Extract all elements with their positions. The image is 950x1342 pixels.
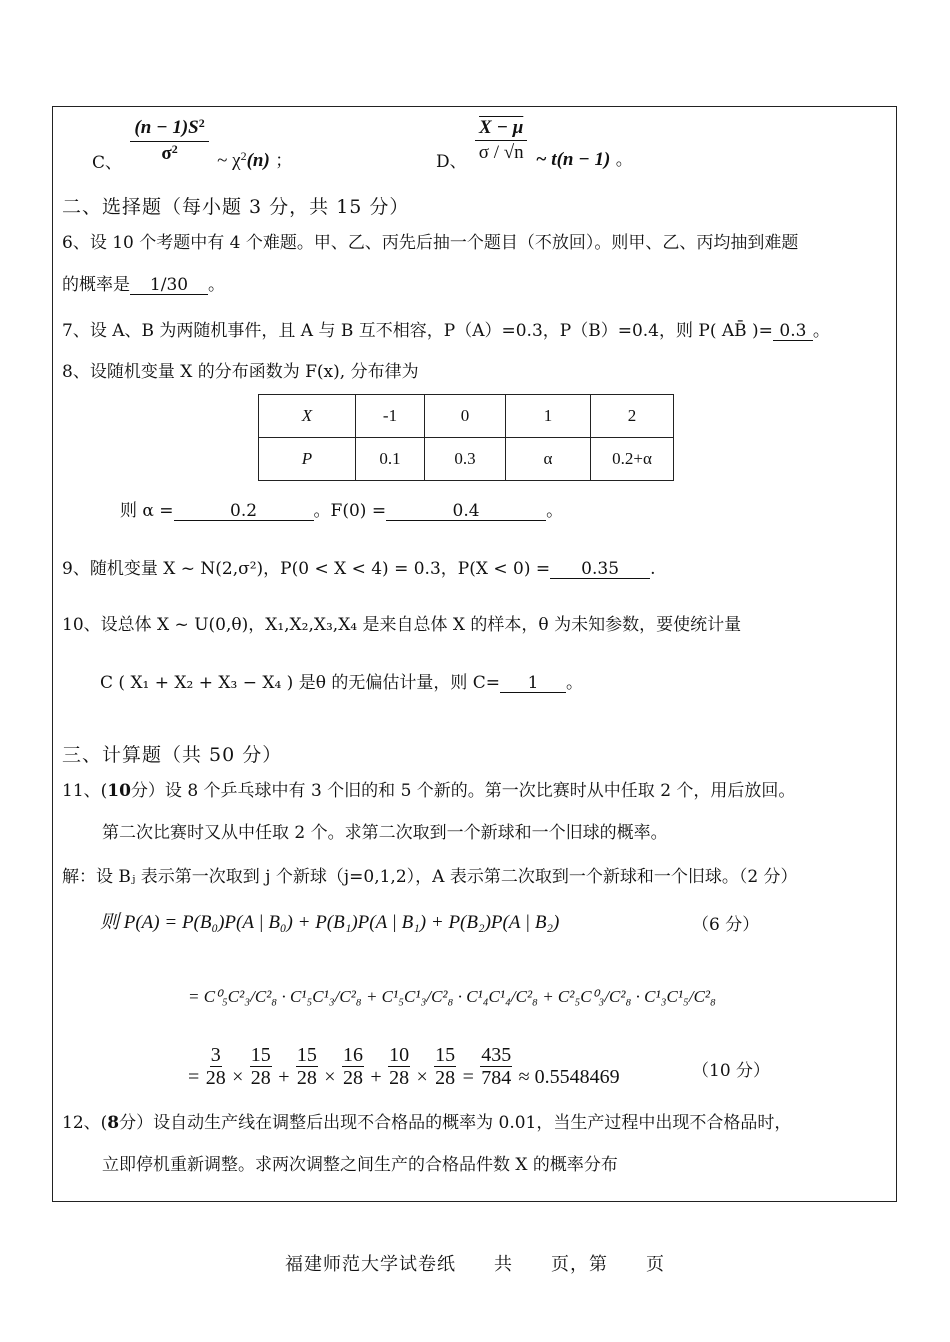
solution-line2: 则 P(A) = P(B₀)P(A | B₀) + P(B₁)P(A | B₁) + P(B₂)P(A | B₂) xyxy=(100,912,560,933)
section2-heading: 二、选择题（每小题 3 分，共 15 分） xyxy=(62,196,410,218)
table-cell: 2 xyxy=(591,395,674,438)
table-cell: 0.2+α xyxy=(591,438,674,481)
q11-line2: 第二次比赛时又从中任取 2 个。求第二次取到一个新球和一个旧球的概率。 xyxy=(102,823,668,843)
solution-line2-score: （6 分） xyxy=(692,915,760,935)
q6-line1: 6、设 10 个考题中有 4 个难题。甲、乙、丙先后抽一个题目（不放回）。则甲、乙、丙均抽到难题 xyxy=(62,233,799,253)
q11-line1: 11、(10分）设 8 个乒乓球中有 3 个旧的和 5 个新的。第一次比赛时从中任取 2 个，用后放回。 xyxy=(62,781,796,801)
distribution-table xyxy=(258,394,674,481)
table-cell: 0.3 xyxy=(425,438,506,481)
exam-frame xyxy=(52,106,897,1202)
solution-line3: = C⁰₅C²₃/C²₈ · C¹₅C¹₃/C²₈ + C¹₅C¹₃/C²₈ · C¹₄C¹₄/C²₈ + C²₅C⁰₃/C²₈ · C¹₃C¹₅/C²₈ xyxy=(188,987,716,1006)
table-cell: 1 xyxy=(506,395,591,438)
table-cell: P xyxy=(259,438,356,481)
table-cell: -1 xyxy=(356,395,425,438)
table-row xyxy=(259,438,674,481)
table-row xyxy=(259,395,674,438)
fraction: $\frac{435}{784}$ xyxy=(481,1044,512,1089)
fraction: $\frac{3}{28}$ xyxy=(205,1044,226,1089)
q10-line2: C ( X₁ + X₂ + X₃ − X₄ ) 是θ 的无偏估计量，则 C= 1 。 xyxy=(100,673,584,693)
fraction: $\frac{16}{28}$ xyxy=(342,1044,363,1089)
section3-heading: 三、计算题（共 50 分） xyxy=(62,744,283,766)
table-cell: 0 xyxy=(425,395,506,438)
q12-line2: 立即停机重新调整。求两次调整之间生产的合格品件数 X 的概率分布 xyxy=(102,1155,618,1175)
q7: 7、设 A、B 为两随机事件，且 A 与 B 互不相容，P（A）=0.3，P（B）=0.4，则 P( AB̄ )= 0.3 。 xyxy=(62,321,830,341)
table-cell: X xyxy=(259,395,356,438)
fraction: $\frac{15}{28}$ xyxy=(435,1044,456,1089)
q8-answers: 则 α = 0.2 。F(0) = 0.4 。 xyxy=(120,501,564,521)
solution-line4: = $\frac{3}{28}$ × $\frac{15}{28}$ + $\frac{15}{28}$ × $\frac{16}{28}$ + $\frac{10}{28}$ × $\frac{15}{28}$ = $\frac{435}{784}$ ≈ 0.5548469 xyxy=(188,1044,620,1089)
page-footer: 福建师范大学试卷纸 共 页，第 页 xyxy=(285,1254,665,1275)
q6-line2: 的概率是 1/30 。 xyxy=(62,275,225,295)
table-cell: α xyxy=(506,438,591,481)
solution-line4-score: （10 分） xyxy=(692,1061,771,1081)
fraction: $\frac{15}{28}$ xyxy=(296,1044,317,1089)
solution-line1: 解：设 Bⱼ 表示第一次取到 j 个新球（j=0,1,2），A 表示第二次取到一个新球和一个旧球。（2 分） xyxy=(62,867,798,887)
fraction: $\frac{15}{28}$ xyxy=(250,1044,271,1089)
option-c: C、 $\frac{(n - 1)S^2}{\sigma^2}$ ~ $\chi^2(n)$ ； xyxy=(92,116,293,173)
q10-line1: 10、设总体 X ~ U(0,θ)，X₁,X₂,X₃,X₄ 是来自总体 X 的样本，θ 为未知参数，要使统计量 xyxy=(62,615,742,635)
option-d: D、 $\frac{X - \mu}{\sigma / √n}$ ~ t(n − 1) 。 xyxy=(436,117,633,172)
table-cell: 0.1 xyxy=(356,438,425,481)
q8: 8、设随机变量 X 的分布函数为 F(x), 分布律为 xyxy=(62,362,419,382)
q12-line1: 12、(8分）设自动生产线在调整后出现不合格品的概率为 0.01，当生产过程中出现不合格品时， xyxy=(62,1113,792,1133)
fraction: $\frac{10}{28}$ xyxy=(389,1044,410,1089)
q9: 9、随机变量 X ~ N(2,σ²)，P(0 < X < 4) = 0.3，P(X < 0) = 0.35 . xyxy=(62,559,656,579)
